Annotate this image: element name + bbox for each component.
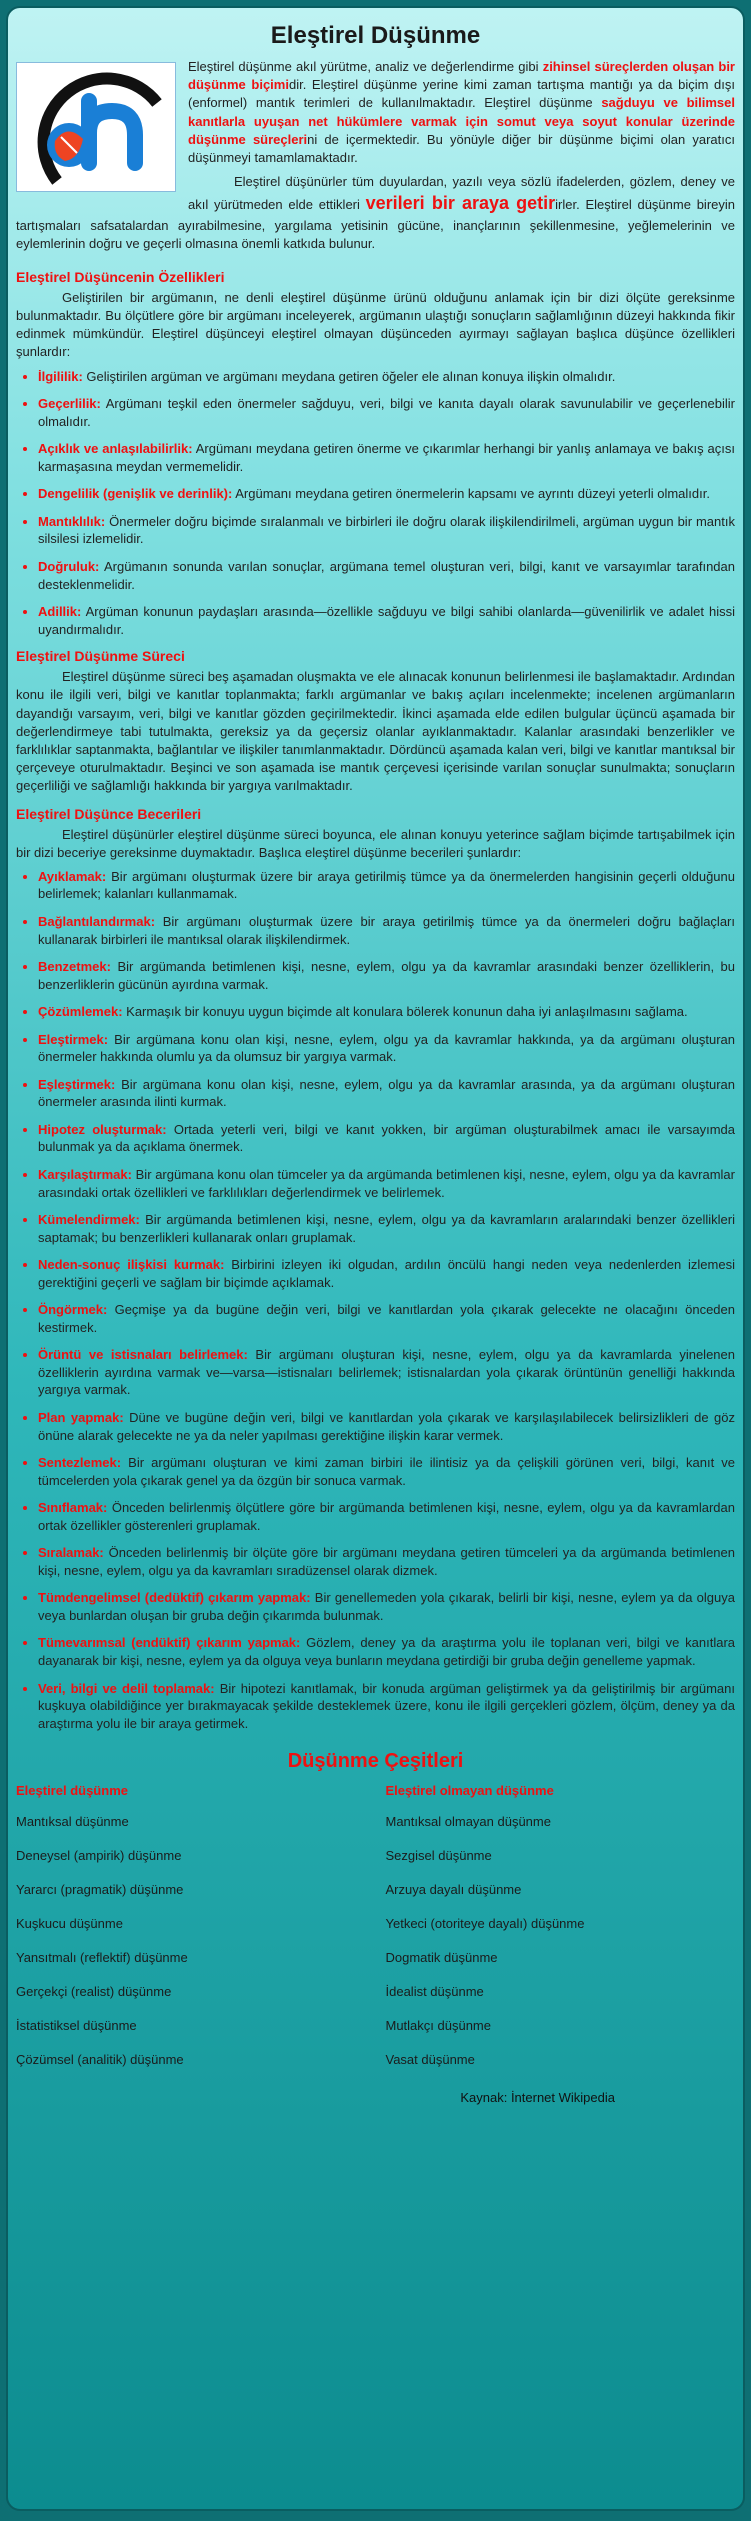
skill-item-text: Karmaşık bir konuyu uygun biçimde alt konulara bölerek konunun daha iyi anlaşılmasını sağlama. [122, 1004, 688, 1020]
skill-item-term: Eşleştirmek: [38, 1076, 116, 1092]
noncritical-type-item: Mantıksal olmayan düşünme [385, 1814, 551, 1830]
skill-item-term: Hipotez oluşturmak: [38, 1121, 167, 1137]
skill-item-text: Geçmişe ya da bugüne değin veri, bilgi ve kanıtlardan yola çıkarak gelecekte ne olacağını önceden kestirmek. [38, 1302, 735, 1335]
noncritical-column [386, 1783, 736, 2086]
critical-type-item: İstatistiksel düşünme [16, 2018, 137, 2034]
skill-item-text: Bir argümanı oluşturan kişi, nesne, eylem, olgu ya da kavramlarda yinelenen özelliklerin ayırdına varmak ve—varsa—istisnaları belirlemek; istisnalardan yola çıkarak örüntünün genelliği hakkında yargıya varmak. [38, 1347, 735, 1398]
noncritical-type-item: Arzuya dayalı düşünme [385, 1882, 522, 1898]
feature-item [38, 558, 735, 593]
feature-item-term: Geçerlilik: [38, 396, 101, 412]
skill-item [38, 1634, 735, 1669]
skill-item-text: Bir argümanda betimlenen kişi, nesne, eylem, olgu ya da kavramların aralarındaki benzer özellikleri saptamak; bu benzerlikleri kullanarak onları gruplamak. [38, 1212, 735, 1245]
feature-item-text: Önermeler doğru biçimde sıralanmalı ve birbirleri ile doğru olarak ilişkilendirilmeli, argüman uygun bir mantık silsilesi izlemelidir. [38, 513, 735, 547]
skill-item-term: Bağlantılandırmak: [38, 913, 156, 929]
skill-item-text: Bir argümana konu olan tümceler ya da argümanda betimlenen kişi, nesne, eylem, olgu ya da kavramlar arasındaki ortak özellikleri ve farklılıkları değerlendirmek ve belirlemek. [38, 1166, 735, 1200]
skill-item [38, 1076, 735, 1111]
feature-item [38, 395, 735, 430]
critical-type-item: Yansıtmalı (reflektif) düşünme [16, 1950, 188, 1966]
skill-item-term: Örüntü ve istisnaları belirlemek: [38, 1347, 248, 1363]
feature-item-text: Argümanı teşkil eden önermeler sağduyu, veri, bilgi ve kanıta dayalı olarak savunulabilir ve geçerlenebilir olmalıdır. [38, 396, 735, 429]
critical-type-item: Mantıksal düşünme [16, 1814, 129, 1830]
feature-item [38, 513, 735, 548]
feature-item [38, 603, 735, 638]
skill-item-term: Tümevarımsal (endüktif) çıkarım yapmak: [38, 1635, 301, 1651]
skill-item-term: Çözümlemek: [38, 1004, 123, 1020]
skill-item-text: Bir argümanı oluşturmak üzere bir araya getirilmiş tümce ya da önermeleri doğru bağlaçları kullanarak birbirleri ile mantıksal olarak ilişkilendirmek. [38, 913, 735, 947]
process-heading: Eleştirel Düşünme Süreci [16, 648, 185, 665]
skill-item [38, 1409, 735, 1444]
features-heading: Eleştirel Düşüncenin Özellikleri [16, 268, 225, 285]
skill-item [38, 1454, 735, 1489]
skill-item-term: Neden-sonuç ilişkisi kurmak: [38, 1257, 225, 1273]
noncritical-type-item: Dogmatik düşünme [385, 1950, 498, 1966]
feature-item-text: Argüman konunun paydaşları arasında—özellikle sağduyu ve bilgi sahibi olanlarda—güvenilirlik ve adalet hissi uyandırmalıdır. [38, 604, 735, 637]
skill-item-term: Plan yapmak: [38, 1410, 124, 1425]
feature-item-text: Argümanı meydana getiren önerme ve çıkarımlar herhangi bir yanlış anlamaya ve bakış açısı karmaşasına meydan vermemelidir. [38, 441, 735, 474]
skill-item-text: Bir argümanı oluşturan ve kimi zaman birbiri ile ilintisiz ya da çelişkili görünen veri, bilgi, kanıt ve tümcelerden yola çıkarak genel ya da özgün bir sonuca varmak. [38, 1455, 735, 1488]
feature-item-text: Geliştirilen argüman ve argümanı meydana getiren öğeler ele alınan konuya ilişkin olmalıdır. [82, 368, 616, 384]
skill-item-term: Sıralamak: [38, 1545, 104, 1561]
skill-item [38, 1003, 735, 1021]
critical-column-heading: Eleştirel düşünme [16, 1783, 128, 1799]
noncritical-type-item: İdealist düşünme [385, 1984, 484, 2000]
feature-item-term: Açıklık ve anlaşılabilirlik: [38, 441, 193, 457]
noncritical-type-item: Mutlakçı düşünme [385, 2018, 491, 2034]
source-credit: Kaynak: İnternet Wikipedia [460, 2090, 615, 2106]
feature-item-term: Doğruluk: [38, 559, 100, 574]
skill-item-term: Öngörmek: [38, 1302, 108, 1318]
skill-item-text: Bir argümana konu olan kişi, nesne, eylem, olgu ya da kavramlar hakkında, ya da argümanı oluşturan önermeler hakkında olumlu ya da olumsuz bir yargıya varmak. [38, 1031, 735, 1065]
skills-heading: Eleştirel Düşünce Becerileri [16, 805, 202, 822]
skill-item [38, 1301, 735, 1336]
skill-item-text: Bir hipotezi kanıtlamak, bir konuda argüman geliştirmek ya da geliştirilmiş bir argümanı kuşkuya olabildiğince yer bırakmayacak şekilde desteklemek üzere, konu ile ilgili gerçekleri gözlem, ölçüm, deney ya da araştırma yolu ile bir araya getirmek. [38, 1680, 735, 1731]
feature-item-term: Mantıklılık: [38, 513, 106, 529]
feature-item-text: Argümanı meydana getiren önermelerin kapsamı ve ayrıntı düzeyi yeterli olmalıdır. [232, 486, 710, 502]
skill-item-text: Bir argümanda betimlenen kişi, nesne, eylem, olgu ya da kavramlar arasındaki benzer özelliklerin, bu benzerliklerin gücünün ayırdına varmak. [38, 959, 735, 992]
noncritical-type-item: Vasat düşünme [385, 2052, 475, 2068]
skill-item [38, 1256, 735, 1291]
skill-item-text: Bir genellemeden yola çıkarak, belirli bir kişi, nesne, eylem ya da olguya veya bunlardan oluşan bir gruba değin çıkarımda bulunmak. [38, 1590, 735, 1623]
skill-item [38, 1121, 735, 1156]
critical-type-item: Kuşkucu düşünme [16, 1916, 123, 1932]
feature-item-term: İlgililik: [38, 368, 83, 384]
skill-item-term: Eleştirmek: [38, 1031, 109, 1047]
feature-item-text: Argümanın sonunda varılan sonuçlar, argümana temel oluşturan veri, bilgi, kanıt ve varsayımlar tarafından desteklenmelidir. [38, 559, 735, 592]
skill-item [38, 1346, 735, 1399]
feature-item-term: Adillik: [38, 604, 82, 620]
process-text: Eleştirel düşünme süreci beş aşamadan oluşmakta ve ele alınacak konunun belirlenmesi ile başlamaktadır. Ardından konu ile ilgili veri, bilgi ve kanıtlar toplanmakta; farklı argümanlar ve bakış açıları incelenmekte; incelenen argümanların dayandığı varsayım, veri, bilgi ve kanıtlar gözden geçirilmektedir. İkinci aşamada elde edilen bulgular üçüncü aşamada bir değerlendirmeye tabi tutulmakta, gereksiz ya da geçersiz olanlar ayıklanmaktadır. Kalanlar arasındaki benzerlikler ve farklılıklar saptanmakta, bağlantılar ve ilişkiler tanımlanmaktadır. Dördüncü aşamada kalan veri, bilgi ve kanıtlar mantıksal bir çerçeveye oturulmaktadır. Beşinci ve son aşamada ise mantık çerçevesi içerisinde varılan sonuçlar sunulmakta; sonuçların geçerliliği ve sağlamlığı hakkında bir yargıya varılmaktadır. [16, 669, 735, 794]
thinking-types-table [16, 1783, 735, 2086]
skill-item [38, 913, 735, 948]
skill-item [38, 1499, 735, 1534]
skill-item [38, 868, 735, 903]
page-title: Eleştirel Düşünme [270, 22, 481, 49]
critical-type-item: Yararcı (pragmatik) düşünme [16, 1882, 184, 1898]
skill-item [38, 1166, 735, 1201]
critical-column [16, 1783, 366, 2086]
feature-item [38, 368, 735, 386]
skill-item-term: Veri, bilgi ve delil toplamak: [38, 1680, 215, 1696]
noncritical-type-item: Yetkeci (otoriteye dayalı) düşünme [385, 1916, 585, 1932]
skill-item [38, 1544, 735, 1579]
site-logo [16, 62, 176, 192]
skills-list [16, 868, 735, 1732]
skill-item-text: Bir argümanı oluşturmak üzere bir araya getirilmiş tümce ya da önermelerden hangisinin geçerli olduğunu belirlemek; kalanları kullanmamak. [38, 868, 735, 902]
skill-item-text: Bir argümana konu olan kişi, nesne, eylem, olgu ya da kavramlar arasında, ya da argümanı oluşturan önermeler arasında ilinti kurmak. [38, 1076, 735, 1110]
skill-item-term: Sentezlemek: [38, 1455, 122, 1471]
skill-item-term: Ayıklamak: [38, 868, 107, 884]
skills-intro: Eleştirel düşünürler eleştirel düşünme süreci boyunca, ele alınan konuyu yeterince sağlam biçimde tartışabilmek için bir dizi beceriye gereksinme duymaktadır. Başlıca eleştirel düşünme becerileri şunlardır: [16, 826, 735, 860]
skill-item [38, 1031, 735, 1066]
skill-item-text: Ortada yeterli veri, bilgi ve kanıt yokken, bir argüman oluşturabilmek amacı ile varsayımda bulunmak ya da açıklama önermek. [38, 1121, 735, 1155]
features-intro: Geliştirilen bir argümanın, ne denli eleştirel düşünme ürünü olduğunu anlamak için bir dizi ölçüte gereksinme bulunmaktadır. Bu ölçütlere göre bir argümanı inceleyerek, argümanın ulaştığı sonuçların sağlamlığının düzeyi hakkında fikir edinmek mümkündür. Eleştirel düşünceyi eleştirel olmayan düşünceden ayırmayı sağlayan başlıca düşünce özellikleri şunlardır: [16, 289, 735, 360]
skill-item-term: Tümdengelimsel (dedüktif) çıkarım yapmak: [38, 1590, 311, 1606]
critical-type-item: Deneysel (ampirik) düşünme [16, 1848, 182, 1864]
feature-item [38, 440, 735, 475]
critical-type-item: Çözümsel (analitik) düşünme [16, 2052, 184, 2068]
noncritical-column-heading: Eleştirel olmayan düşünme [385, 1783, 554, 1799]
skill-item-text: Düne ve bugüne değin veri, bilgi ve kanıtlardan yola çıkarak ve karşılaşılabilecek belirsizlikleri de göz önüne alarak gelecekte ne ya da neler yapılması gerektiğine ilişkin karar vermek. [38, 1410, 735, 1443]
skill-item [38, 958, 735, 993]
skill-item-term: Benzetmek: [38, 959, 111, 975]
critical-type-item: Gerçekçi (realist) düşünme [16, 1984, 172, 2000]
intro-paragraph-1: Eleştirel düşünme akıl yürütme, analiz ve değerlendirme gibi zihinsel süreçlerden oluşan bir düşünme biçimidir. Eleştirel düşünme yerine kimi zaman tartışma mantığı ya da biçim dışı (enformel) mantık terimleri de kullanılmaktadır. Eleştirel düşünme sağduyu ve bilimsel kanıtlarla uyuşan net hükümlere varmak için somut veya soyut konular üzerinde düşünme süreçlerini de içermektedir. Bu yönüyle diğer bir düşünme biçimi olan yaratıcı düşünmeyi tamamlamaktadır. [188, 59, 736, 165]
noncritical-type-item: Sezgisel düşünme [385, 1848, 492, 1864]
content-frame [6, 6, 745, 2511]
skill-item [38, 1589, 735, 1624]
skill-item-term: Sınıflamak: [38, 1500, 108, 1516]
skill-item-text: Önceden belirlenmiş ölçütlere göre bir argümanda betimlenen kişi, nesne, eylem, olgu ya da kavramlardan ortak özellikler gösterenleri gruplamak. [38, 1500, 735, 1533]
feature-item [38, 485, 735, 503]
skill-item-text: Birbirini izleyen iki olgudan, ardılın öncülü hangi neden veya nedenlerden izlemesi gerektiğini geçerli ve sağlam bir biçimde açıklamak. [38, 1257, 735, 1290]
skill-item-text: Gözlem, deney ya da araştırma yolu ile toplanan veri, bilgi ve kanıtlara dayanarak bir kişi, nesne, eylem ya da olguya veya bunların meydana getirdiği bir gruba değin genelleme yapmak. [38, 1635, 735, 1669]
skill-item-term: Karşılaştırmak: [38, 1166, 132, 1182]
skill-item-term: Kümelendirmek: [38, 1212, 140, 1228]
skill-item [38, 1211, 735, 1246]
types-heading: Düşünme Çeşitleri [287, 1750, 464, 1773]
skill-item-text: Önceden belirlenmiş bir ölçüte göre bir argümanı meydana getiren tümceleri ya da argümanda betimlenen kişi, nesne, eylem, olgu ya da kavramları sıradüzensel olarak dizmek. [38, 1545, 735, 1578]
intro-paragraph-2: Eleştirel düşünürler tüm duyulardan, yazılı veya sözlü ifadelerden, gözlem, deney ve akıl yürütmeden elde ettikleri verileri bir araya getirirler. Eleştirel düşünme bireyin tartışmaları safsatalardan ayırabilmesine, yargılama yetisinin gücüne, inançlarının şekillenmesine, yeğlemelerinin ve eylemlerinin doğru ve geçerli olmasına önemli katkıda bulunur. [16, 174, 735, 251]
feature-item-term: Dengelilik (genişlik ve derinlik): [38, 486, 233, 502]
skill-item [38, 1680, 735, 1733]
features-list [16, 368, 735, 639]
